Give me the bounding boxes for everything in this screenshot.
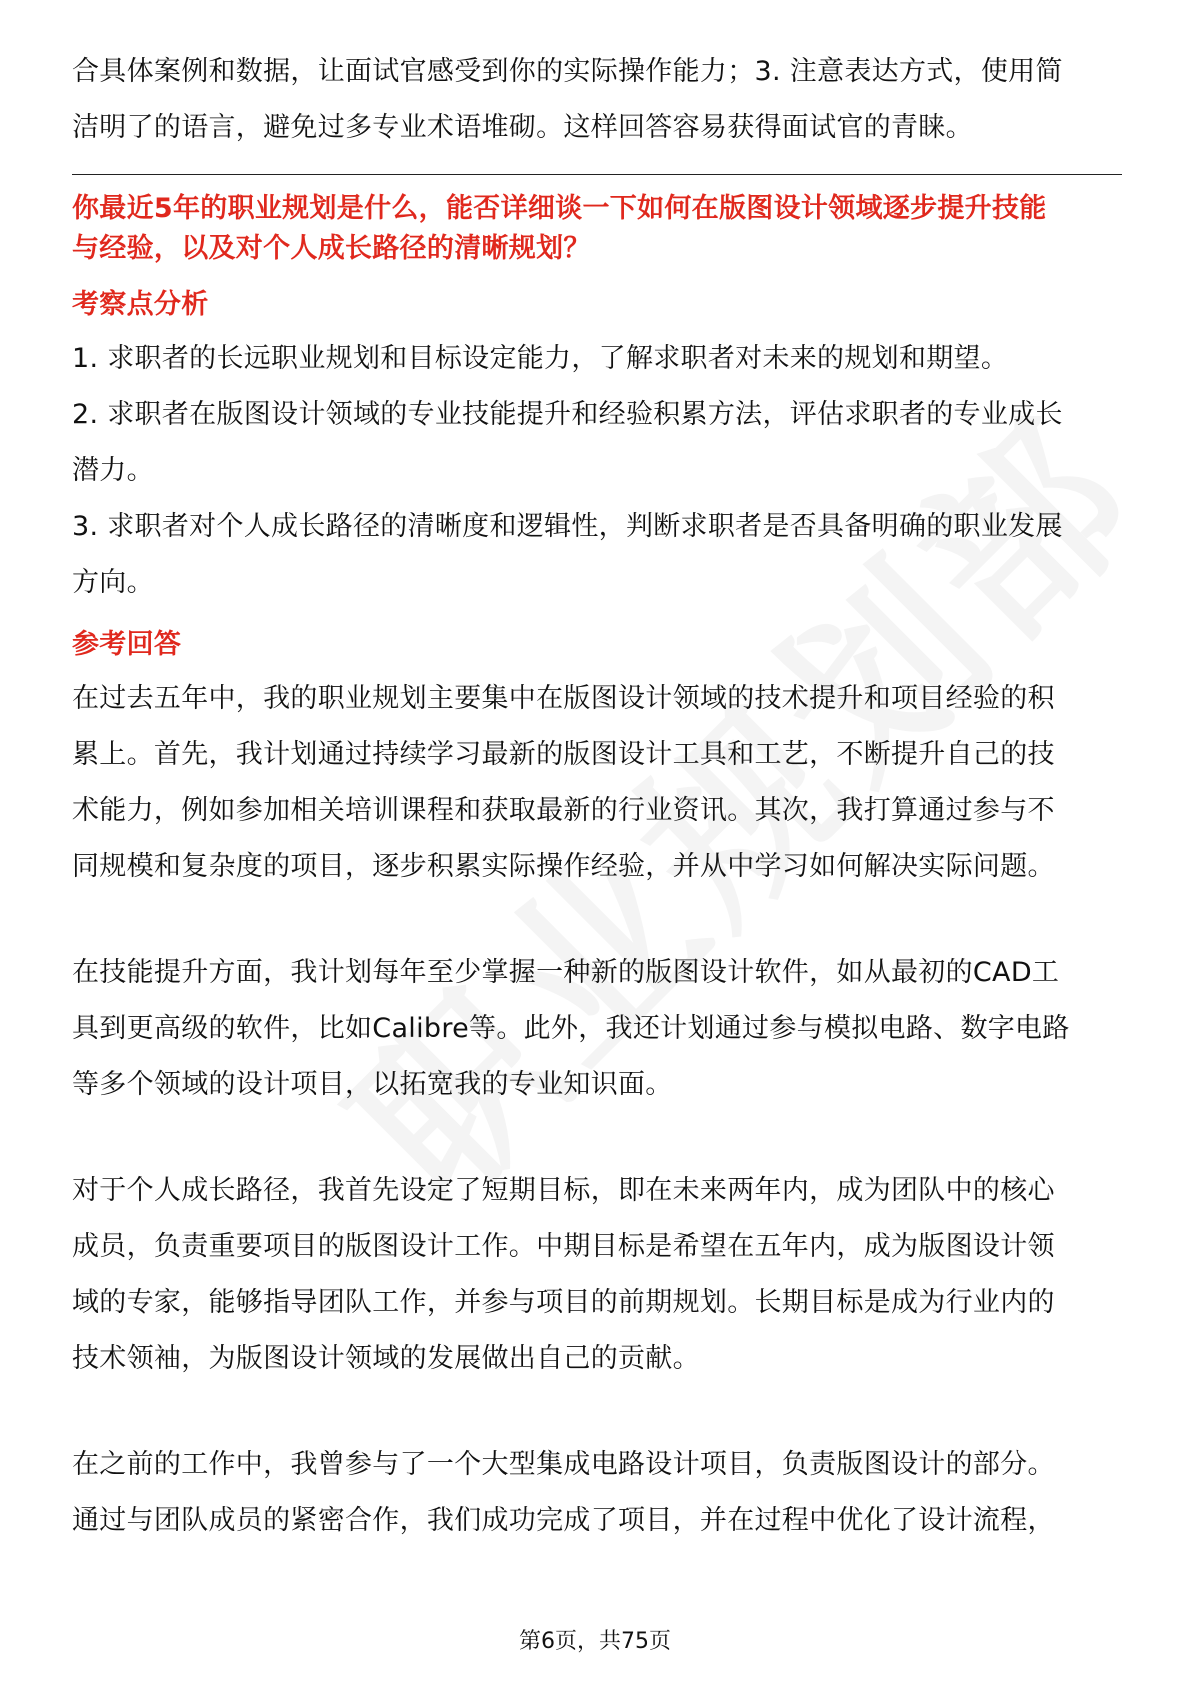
analysis-point: 2. 求职者在版图设计领域的专业技能提升和经验积累方法，评估求职者的专业成长: [72, 399, 1063, 430]
answer-line: 通过与团队成员的紧密合作，我们成功完成了项目，并在过程中优化了设计流程，: [72, 1505, 1055, 1536]
intro-line: 合具体案例和数据，让面试官感受到你的实际操作能力；3. 注意表达方式，使用简: [72, 56, 1063, 87]
page-number-footer: 第6页，共75页: [519, 1629, 671, 1654]
answer-line: 域的专家，能够指导团队工作，并参与项目的前期规划。长期目标是成为行业内的: [72, 1287, 1055, 1318]
analysis-point: 3. 求职者对个人成长路径的清晰度和逻辑性，判断求职者是否具备明确的职业发展: [72, 511, 1063, 542]
section-divider: [72, 174, 1122, 175]
answer-line: 同规模和复杂度的项目，逐步积累实际操作经验，并从中学习如何解决实际问题。: [72, 851, 1055, 882]
analysis-points: [72, 331, 1122, 611]
analysis-title: 考察点分析: [72, 289, 209, 320]
answer-line: 等多个领域的设计项目，以拓宽我的专业知识面。: [72, 1069, 673, 1100]
intro-paragraph: [72, 44, 1122, 156]
interview-question: [72, 189, 1122, 269]
answer-paragraph: [72, 1437, 1122, 1549]
answer-paragraph: [72, 945, 1122, 1113]
answer-paragraph: [72, 1163, 1122, 1387]
answer-line: 术能力，例如参加相关培训课程和获取最新的行业资讯。其次，我打算通过参与不: [72, 795, 1055, 826]
page-content: [72, 44, 1122, 1549]
answer-line: 在之前的工作中，我曾参与了一个大型集成电路设计项目，负责版图设计的部分。: [72, 1449, 1055, 1480]
answer-line: 在过去五年中，我的职业规划主要集中在版图设计领域的技术提升和项目经验的积: [72, 683, 1055, 714]
analysis-point: 1. 求职者的长远职业规划和目标设定能力，了解求职者对未来的规划和期望。: [72, 343, 1009, 374]
question-line: 与经验，以及对个人成长路径的清晰规划？: [72, 233, 591, 264]
answer-title: 参考回答: [72, 629, 182, 660]
answer-line: 在技能提升方面，我计划每年至少掌握一种新的版图设计软件，如从最初的CAD工: [72, 957, 1060, 988]
answer-line: 成员，负责重要项目的版图设计工作。中期目标是希望在五年内，成为版图设计领: [72, 1231, 1055, 1262]
answer-line: 累上。首先，我计划通过持续学习最新的版图设计工具和工艺，不断提升自己的技: [72, 739, 1055, 770]
answer-paragraph: [72, 671, 1122, 895]
answer-line: 具到更高级的软件，比如Calibre等。此外，我还计划通过参与模拟电路、数字电路: [72, 1013, 1070, 1044]
analysis-point-continued: 方向。: [72, 567, 154, 598]
question-line: 你最近5年的职业规划是什么，能否详细谈一下如何在版图设计领域逐步提升技能: [72, 193, 1047, 224]
analysis-point-continued: 潜力。: [72, 455, 154, 486]
intro-line: 洁明了的语言，避免过多专业术语堆砌。这样回答容易获得面试官的青睐。: [72, 112, 973, 143]
answer-line: 对于个人成长路径，我首先设定了短期目标，即在未来两年内，成为团队中的核心: [72, 1175, 1055, 1206]
answer-line: 技术领袖，为版图设计领域的发展做出自己的贡献。: [72, 1343, 700, 1374]
